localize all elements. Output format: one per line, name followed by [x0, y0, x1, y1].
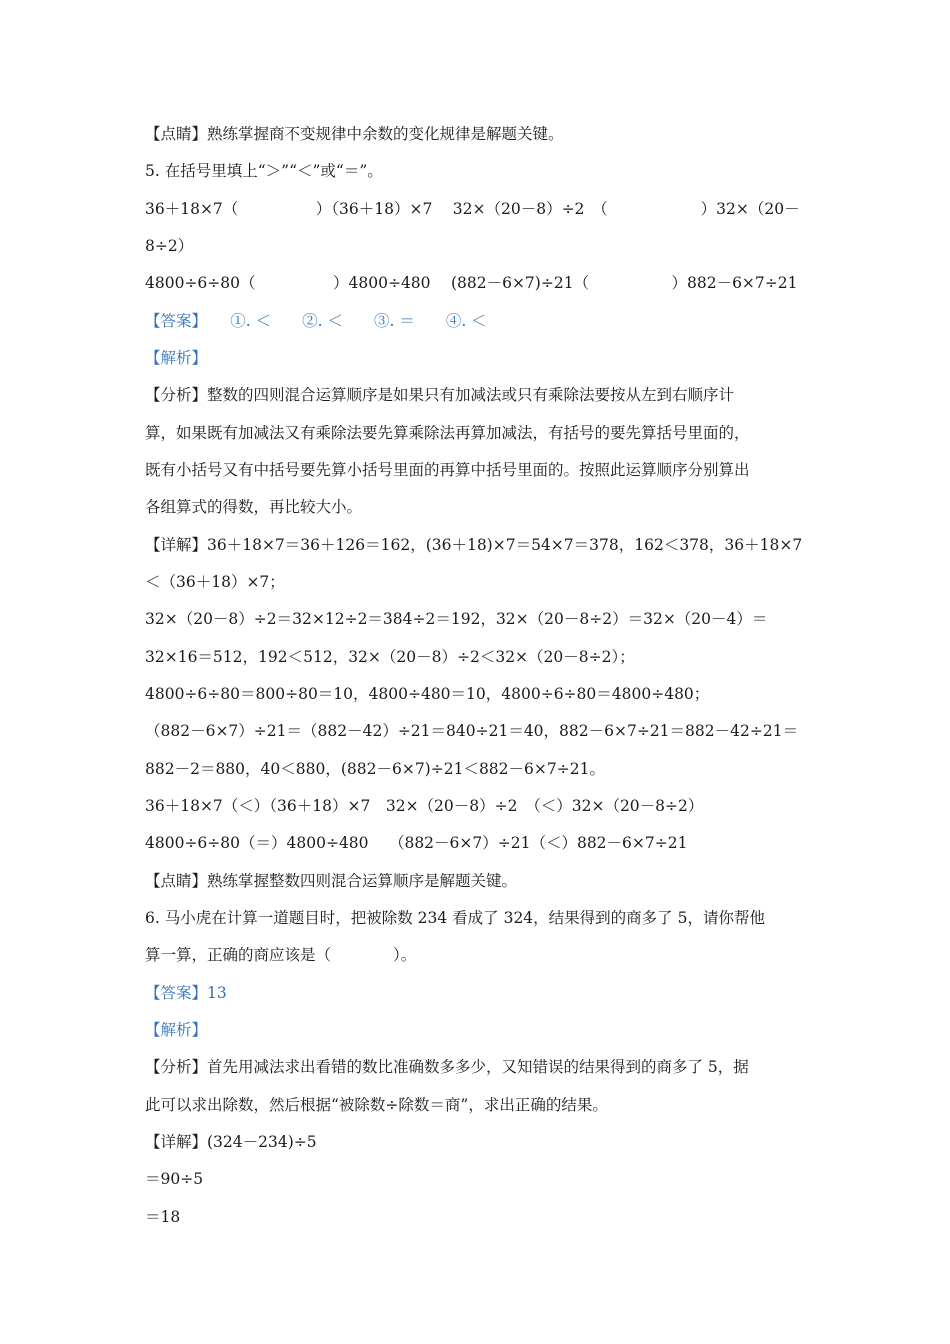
question-5-row-2: 4800÷6÷80（ ）4800÷480 (882－6×7)÷21（ ）882－6×7÷21	[145, 274, 798, 292]
detail-line: （882－6×7）÷21＝（882－42）÷21＝840÷21＝40，882－6×7÷21＝882－42÷21＝	[145, 722, 799, 740]
question-5-row-1: 36＋18×7（ ）（36＋18）×7 32×（20－8）÷2 （ ）32×（20－	[145, 200, 800, 218]
detail-line: 36＋18×7（＜）（36＋18）×7 32×（20－8）÷2 （＜）32×（20－8÷2）	[145, 797, 704, 815]
detail-line: 【详解】(324－234)÷5	[145, 1133, 317, 1151]
question-5-stem: 5. 在括号里填上“＞”“＜”或“＝”。	[145, 162, 383, 180]
detail-line: ＜（36＋18）×7；	[145, 573, 285, 591]
detail-line: ＝18	[145, 1208, 181, 1226]
detail-line: ＝90÷5	[145, 1170, 204, 1188]
analysis-line: 【分析】整数的四则混合运算顺序是如果只有加减法或只有乘除法要按从左到右顺序计	[145, 386, 735, 404]
question-6-stem: 6. 马小虎在计算一道题目时，把被除数 234 看成了 324，结果得到的商多了 5，请你帮他	[145, 909, 765, 927]
answer-label-q6: 【答案】13	[145, 984, 227, 1002]
detail-line: 【详解】36＋18×7＝36＋126＝162，(36＋18)×7＝54×7＝378，162＜378，36＋18×7	[145, 536, 803, 554]
analysis-line: 各组算式的得数，再比较大小。	[145, 498, 363, 516]
analysis-line: 此可以求出除数，然后根据“被除数÷除数＝商”，求出正确的结果。	[145, 1096, 608, 1114]
analysis-line: 既有小括号又有中括号要先算小括号里面的再算中括号里面的。按照此运算顺序分别算出	[145, 461, 750, 479]
detail-line: 882－2＝880，40＜880，(882－6×7)÷21＜882－6×7÷21。	[145, 760, 605, 778]
tip-line-q5: 【点睛】熟练掌握整数四则混合运算顺序是解题关键。	[145, 872, 518, 890]
question-5-row-1-cont: 8÷2）	[145, 237, 194, 255]
detail-line: 4800÷6÷80＝800÷80＝10，4800÷480＝10，4800÷6÷80＝4800÷480；	[145, 685, 710, 703]
analysis-label-q5: 【解析】	[145, 349, 208, 367]
analysis-line: 算，如果既有加减法又有乘除法要先算乘除法再算加减法，有括号的要先算括号里面的，	[145, 424, 750, 442]
question-6-stem-cont: 算一算，正确的商应该是（ ）。	[145, 946, 417, 964]
answer-label-q5: 【答案】 ①. ＜ ②. ＜ ③. ＝ ④. ＜	[145, 312, 487, 330]
analysis-label-q6: 【解析】	[145, 1021, 208, 1039]
detail-line: 32×16＝512，192＜512，32×（20－8）÷2＜32×（20－8÷2）；	[145, 648, 635, 666]
detail-line: 4800÷6÷80（＝）4800÷480 （882－6×7）÷21（＜）882－6×7÷21	[145, 834, 688, 852]
analysis-line: 【分析】首先用减法求出看错的数比准确数多多少，又知错误的结果得到的商多了 5，据	[145, 1058, 749, 1076]
detail-line: 32×（20－8）÷2＝32×12÷2＝384÷2＝192，32×（20－8÷2）＝32×（20－4）＝	[145, 610, 768, 628]
tip-line-q4: 【点睛】熟练掌握商不变规律中余数的变化规律是解题关键。	[145, 125, 564, 143]
